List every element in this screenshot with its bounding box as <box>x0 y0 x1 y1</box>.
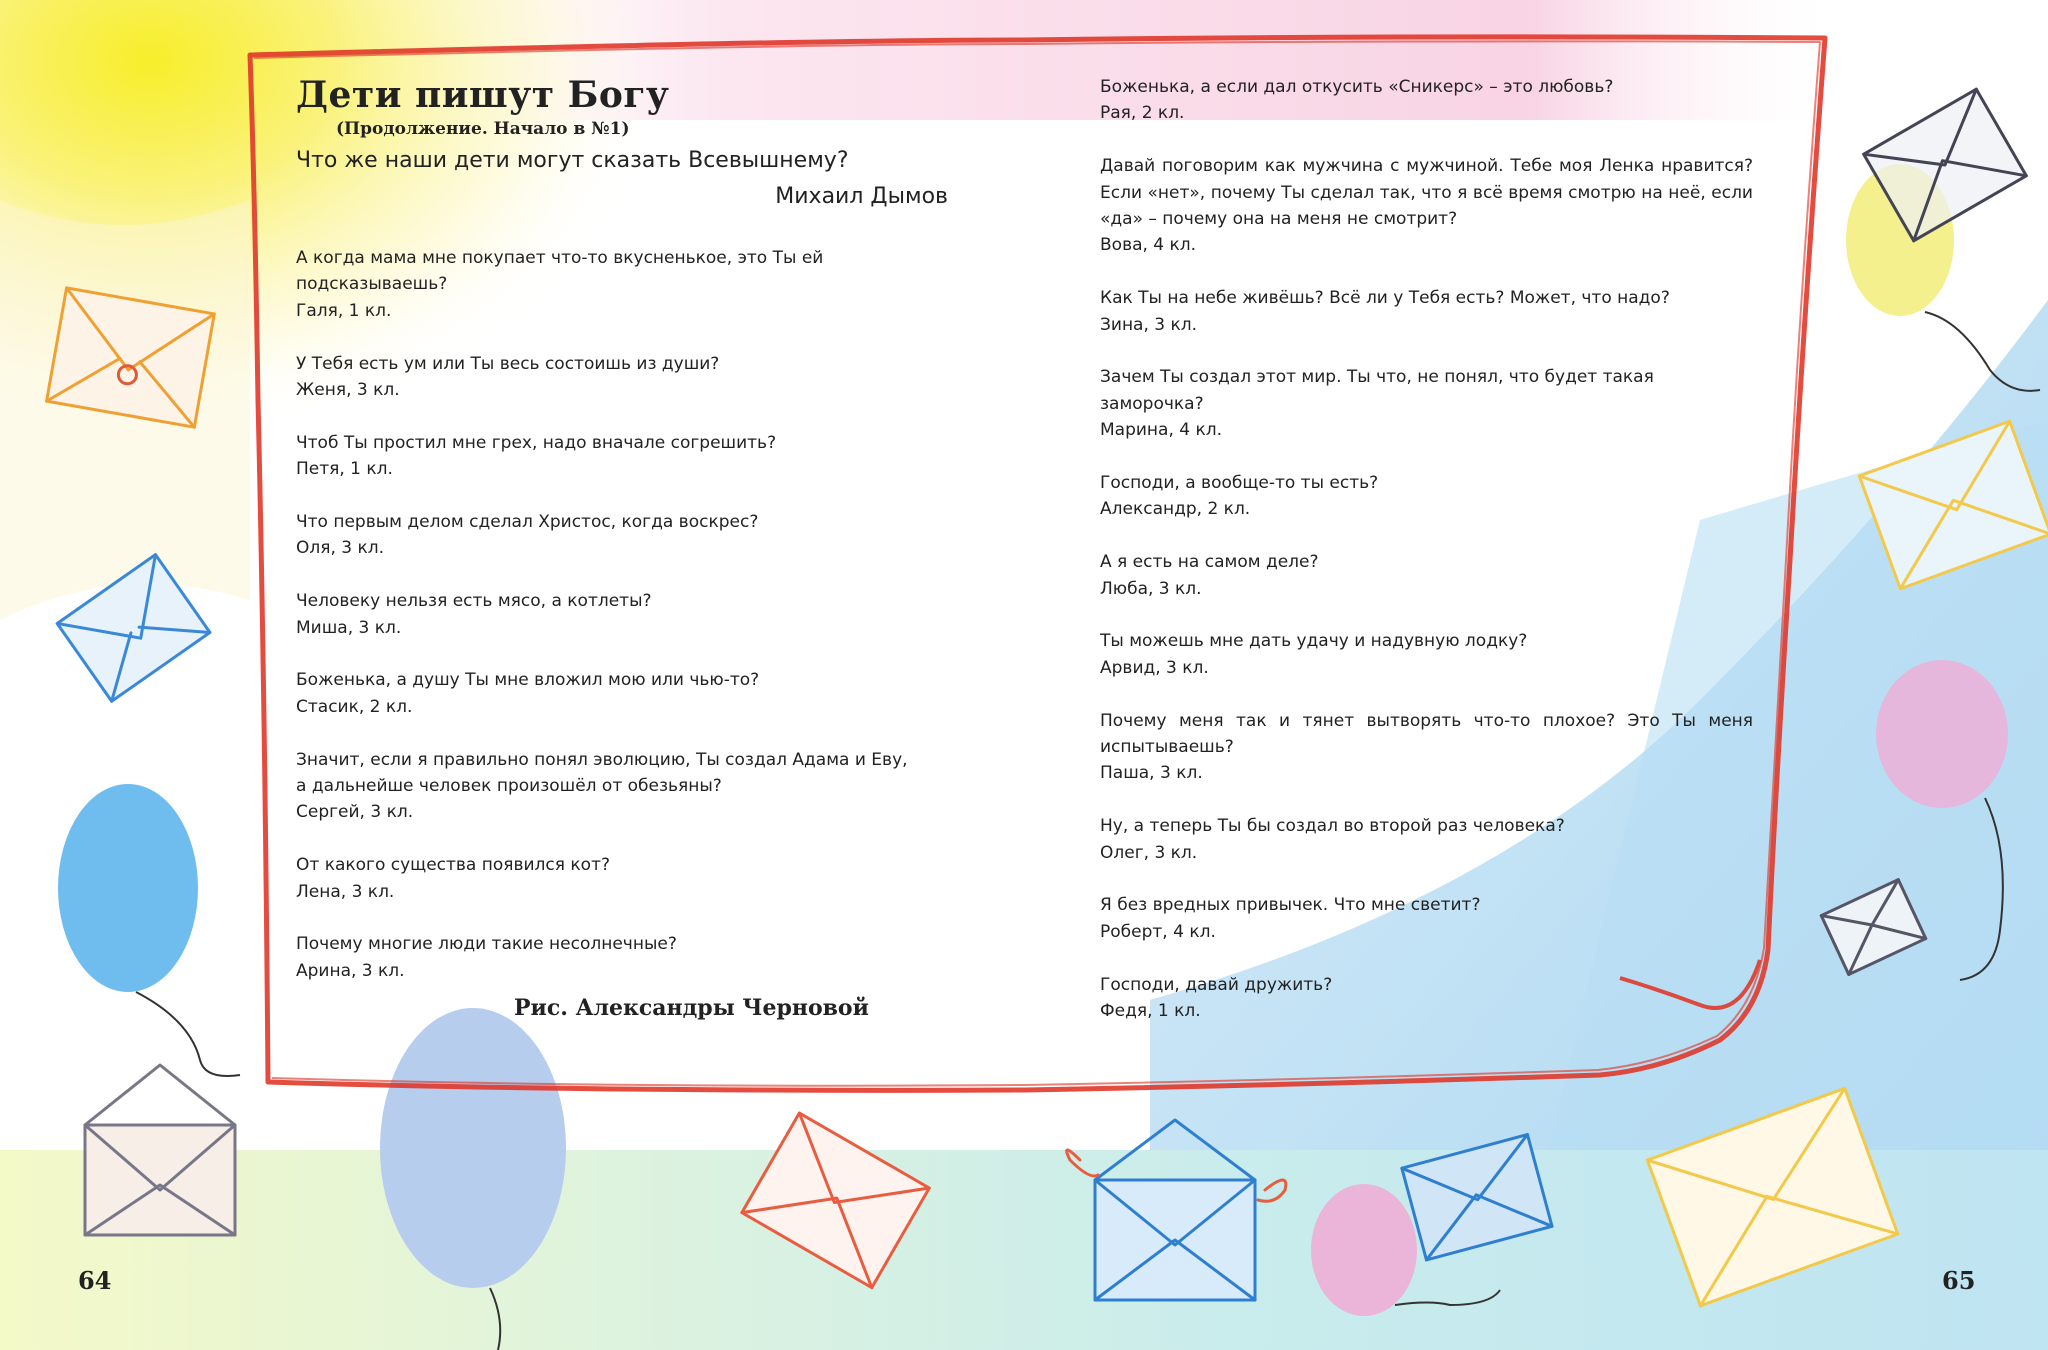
letter-signature: Оля, 3 кл. <box>296 538 385 559</box>
letter-question: Зачем Ты создал этот мир. Ты что, не понял, что будет такая заморочка? <box>1100 367 1654 414</box>
letter-question: испытываешь? <box>1100 737 1234 758</box>
left-column <box>296 74 948 1011</box>
letter-signature: Галя, 1 кл. <box>296 300 392 321</box>
letter-signature: Стасик, 2 кл. <box>296 696 413 717</box>
right-column <box>1100 74 1753 1051</box>
letter-item <box>1100 813 1753 866</box>
letter-question: Значит, если я правильно понял эволюцию, Ты создал Адама и Еву, <box>296 749 908 770</box>
letter-question: Господи, а вообще-то ты есть? <box>1100 473 1379 494</box>
letter-signature: Рая, 2 кл. <box>1100 103 1185 124</box>
letter-question: Что первым делом сделал Христос, когда воскрес? <box>296 512 759 533</box>
letter-signature: Арина, 3 кл. <box>296 960 405 981</box>
letter-item <box>1100 153 1753 259</box>
page-number-right: 65 <box>1942 1266 1976 1295</box>
letter-signature: Люба, 3 кл. <box>1100 578 1202 599</box>
article-title: Дети пишут Богу <box>296 74 670 116</box>
letter-question: Почему многие люди такие несолнечные? <box>296 934 677 955</box>
letter-question: У Тебя есть ум или Ты весь состоишь из души? <box>296 353 720 374</box>
letter-signature: Лена, 3 кл. <box>296 881 395 902</box>
letter-question <box>1100 708 1753 734</box>
letter-item <box>296 667 948 720</box>
article-author: Михаил Дымов <box>775 184 948 209</box>
letter-signature: Роберт, 4 кл. <box>1100 921 1216 942</box>
letter-question <box>1100 180 1753 206</box>
letter-question: А когда мама мне покупает что-то вкусненькое, это Ты ей <box>296 248 824 268</box>
letter-question: подсказываешь? <box>296 274 448 295</box>
letter-question: Я без вредных привычек. Что мне светит? <box>1100 895 1481 916</box>
letter-item <box>1100 628 1753 681</box>
letter-item <box>296 852 948 905</box>
letter-signature: Александр, 2 кл. <box>1100 499 1251 520</box>
letter-question: Господи, давай дружить? <box>1100 974 1333 995</box>
letter-item <box>296 351 948 404</box>
letter-signature: Сергей, 3 кл. <box>296 802 414 823</box>
letter-question: Как Ты на небе живёшь? Всё ли у Тебя есть? Может, что надо? <box>1100 288 1670 309</box>
letter-item <box>296 509 948 562</box>
letter-item <box>1100 549 1753 602</box>
illustration-credit: Рис. Александры Черновой <box>514 995 869 1021</box>
letter-item <box>1100 470 1753 523</box>
letter-question-line: Почему меня так и тянет вытворять что-то плохое? Это Ты меня <box>1100 710 1753 731</box>
letter-item <box>1100 708 1753 787</box>
letter-item <box>296 588 948 641</box>
letter-signature: Арвид, 3 кл. <box>1100 657 1209 678</box>
letter-question <box>1100 153 1753 179</box>
page-number-left: 64 <box>78 1266 112 1295</box>
letter-item <box>296 430 948 483</box>
letter-question: От какого существа появился кот? <box>296 855 610 876</box>
letter-question: Ну, а теперь Ты бы создал во второй раз человека? <box>1100 816 1565 837</box>
letter-question: Боженька, а душу Ты мне вложил мою или чью-то? <box>296 670 760 691</box>
letter-question-line: Давай поговорим как мужчина с мужчиной. Тебе моя Ленка нравится? <box>1100 156 1753 177</box>
letter-item <box>1100 74 1753 127</box>
letter-item <box>1100 285 1753 338</box>
letter-question: Ты можешь мне дать удачу и надувную лодку? <box>1100 631 1528 652</box>
left-letters <box>296 245 948 984</box>
letter-signature: Федя, 1 кл. <box>1100 1001 1201 1022</box>
letter-item <box>1100 972 1753 1025</box>
letter-question: «да» – почему она на меня не смотрит? <box>1100 209 1458 230</box>
letter-signature: Паша, 3 кл. <box>1100 763 1203 784</box>
letter-question: а дальнейше человек произошёл от обезьяны? <box>296 776 722 797</box>
continuation-note: (Продолжение. Начало в №1) <box>336 119 630 139</box>
letter-question: А я есть на самом деле? <box>1100 552 1319 573</box>
letter-signature: Миша, 3 кл. <box>296 617 402 638</box>
letter-item <box>1100 892 1753 945</box>
letter-signature: Петя, 1 кл. <box>296 459 393 480</box>
letter-question-line: Если «нет», почему Ты сделал так, что я всё время смотрю на неё, если <box>1100 182 1753 203</box>
letter-question: Боженька, а если дал откусить «Сникерс» – это любовь? <box>1100 77 1614 97</box>
letter-item <box>1100 364 1753 443</box>
letter-item <box>296 747 948 826</box>
letter-signature: Марина, 4 кл. <box>1100 420 1223 441</box>
letter-signature: Олег, 3 кл. <box>1100 842 1198 863</box>
letter-signature: Женя, 3 кл. <box>296 380 400 401</box>
letter-question: Человеку нельзя есть мясо, а котлеты? <box>296 591 652 612</box>
letter-item <box>296 245 948 324</box>
article-intro: Что же наши дети могут сказать Всевышнему? <box>296 148 849 173</box>
letter-item <box>296 931 948 984</box>
letter-signature: Вова, 4 кл. <box>1100 235 1197 256</box>
letter-question: Чтоб Ты простил мне грех, надо вначале согрешить? <box>296 432 777 453</box>
letter-signature: Зина, 3 кл. <box>1100 314 1198 335</box>
